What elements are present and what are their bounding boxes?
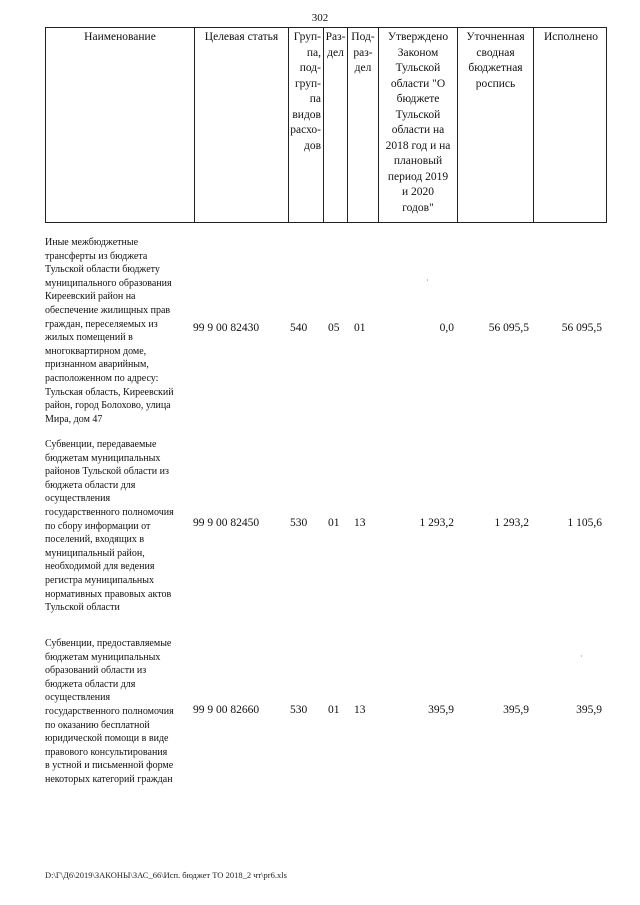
- header-line: под-: [299, 62, 321, 74]
- page-number: 302: [311, 12, 329, 24]
- header-line: плановый: [393, 155, 443, 167]
- header-line: бюджете: [396, 93, 440, 105]
- table-header: [45, 27, 607, 223]
- row-specified: 1 293,2: [494, 517, 529, 529]
- header-line: области "О: [390, 77, 446, 90]
- row-executed: 1 105,6: [567, 517, 602, 529]
- row-name-line: осуществления: [45, 493, 111, 505]
- row-subsection: 01: [354, 322, 366, 334]
- row-name-line: по оказанию бесплатной: [45, 719, 150, 731]
- header-line: Тульской: [395, 108, 441, 121]
- row-name-line: район, город Болохово, улица: [45, 400, 171, 412]
- row-name-line: государственного полномочия: [45, 705, 174, 717]
- header-target-article: Целевая статья: [194, 28, 288, 222]
- header-line: области на: [391, 124, 445, 136]
- header-line: видов: [292, 108, 321, 121]
- header-name: Наименование: [84, 31, 156, 43]
- row-name-line: муниципального образования: [45, 277, 172, 289]
- header-approved: [378, 28, 457, 222]
- header-subsection: [347, 28, 378, 222]
- row-name: [45, 637, 190, 787]
- header-line: годов": [402, 201, 434, 214]
- row-approved: 0,0: [439, 322, 454, 334]
- header-line: Утверждено: [387, 31, 449, 43]
- header-line: Под-: [351, 31, 375, 43]
- header-line: дел: [327, 46, 344, 59]
- row-name-line: юридической помощи в виде: [45, 733, 169, 745]
- row-group: 530: [290, 704, 308, 716]
- row-name-line: осуществления: [45, 692, 111, 704]
- row-name-line: регистра муниципальных: [45, 574, 154, 586]
- row-name: [45, 236, 190, 426]
- row-name-line: муниципальный район,: [45, 547, 145, 559]
- row-group: 530: [290, 517, 308, 529]
- header-line: Законом: [397, 46, 439, 59]
- header-line: раз-: [353, 46, 373, 59]
- row-name-line: обеспечение жилищных прав: [45, 304, 171, 316]
- row-code: 99 9 00 82450: [193, 517, 260, 529]
- row-section: 01: [328, 704, 340, 716]
- row-code: 99 9 00 82660: [193, 704, 260, 716]
- row-approved: 395,9: [428, 704, 454, 716]
- row-name-line: по сбору информации от: [45, 520, 151, 532]
- header-line: роспись: [475, 77, 516, 90]
- row-name-line: Тульской области: [45, 602, 120, 614]
- header-line: 2018 год и на: [385, 139, 451, 152]
- row-name-line: Иные межбюджетные: [45, 237, 139, 248]
- row-name-line: нормативных правовых актов: [45, 588, 172, 600]
- row-name-line: бюджетам муниципальных: [45, 452, 161, 464]
- header-line: дел: [354, 62, 372, 74]
- row-name-line: Мира, дом 47: [45, 413, 103, 425]
- header-line: Груп-: [293, 31, 321, 43]
- row-approved: 1 293,2: [419, 517, 454, 529]
- row-name-line: правового консультирования: [45, 746, 168, 758]
- row-section: 01: [328, 517, 340, 529]
- row-code: 99 9 00 82430: [193, 322, 260, 334]
- row-name-line: бюджета области для: [45, 479, 136, 491]
- row-name-line: жилых помещений в: [45, 332, 133, 344]
- file-path-footer: D:\Г\Д6\2019\ЗАКОНЫ\ЗАС_66\Исп. бюджет ТО 2018_2 чт\pr6.xls: [45, 870, 287, 880]
- row-name-line: необходимой для ведения: [45, 561, 155, 573]
- row-name-line: многоквартирном доме,: [45, 345, 147, 357]
- row-name-line: Тульская область, Киреевский: [45, 386, 174, 398]
- header-line: дов: [303, 139, 321, 152]
- row-name-line: некоторых категорий граждан: [45, 773, 173, 785]
- row-name-line: бюджета области для: [45, 678, 136, 690]
- row-name-line: в устной и письменной форме: [45, 760, 174, 772]
- row-name-line: признанном аварийным,: [45, 359, 149, 371]
- row-name-line: районов Тульской области из: [45, 466, 169, 478]
- row-name-line: расположенном по адресу:: [45, 372, 159, 384]
- header-specified: [457, 28, 533, 222]
- row-name-line: граждан, переселяемых из: [45, 318, 158, 330]
- row-name-line: Тульской области бюджету: [45, 264, 160, 276]
- header-line: па: [309, 93, 321, 105]
- row-name-line: поселений, входящих в: [45, 534, 145, 546]
- header-line: Раз-: [325, 31, 346, 43]
- header-line: сводная: [476, 46, 515, 59]
- scan-mark: ·: [580, 652, 583, 661]
- row-name: [45, 438, 190, 615]
- row-specified: 56 095,5: [488, 322, 529, 334]
- header-line: Уточненная: [466, 31, 525, 43]
- row-subsection: 13: [354, 704, 366, 716]
- row-name-line: трансферты из бюджета: [45, 250, 148, 262]
- header-executed: Исполнено: [533, 28, 608, 222]
- row-name-line: Киреевский район на: [45, 291, 136, 303]
- header-line: бюджетная: [468, 62, 523, 74]
- row-name-line: бюджетам муниципальных: [45, 651, 161, 663]
- header-line: па,: [306, 46, 321, 59]
- scan-mark: ·: [426, 276, 429, 285]
- row-name-line: государственного полномочия: [45, 506, 174, 518]
- header-line: и 2020: [401, 186, 435, 198]
- header-group: [288, 28, 323, 222]
- header-section: [323, 28, 347, 222]
- row-specified: 395,9: [503, 704, 529, 716]
- header-line: период 2019: [387, 170, 449, 183]
- header-line: груп-: [294, 77, 321, 90]
- row-group: 540: [290, 322, 308, 334]
- row-section: 05: [328, 322, 340, 334]
- row-name-line: Субвенции, передаваемые: [45, 439, 157, 450]
- row-subsection: 13: [354, 517, 366, 529]
- row-executed: 56 095,5: [561, 322, 602, 334]
- header-line: Тульской: [395, 62, 441, 74]
- row-name-line: Субвенции, предоставляемые: [45, 638, 172, 649]
- header-line: расхо-: [290, 124, 321, 136]
- row-name-line: образований области из: [45, 665, 147, 677]
- row-executed: 395,9: [576, 704, 602, 716]
